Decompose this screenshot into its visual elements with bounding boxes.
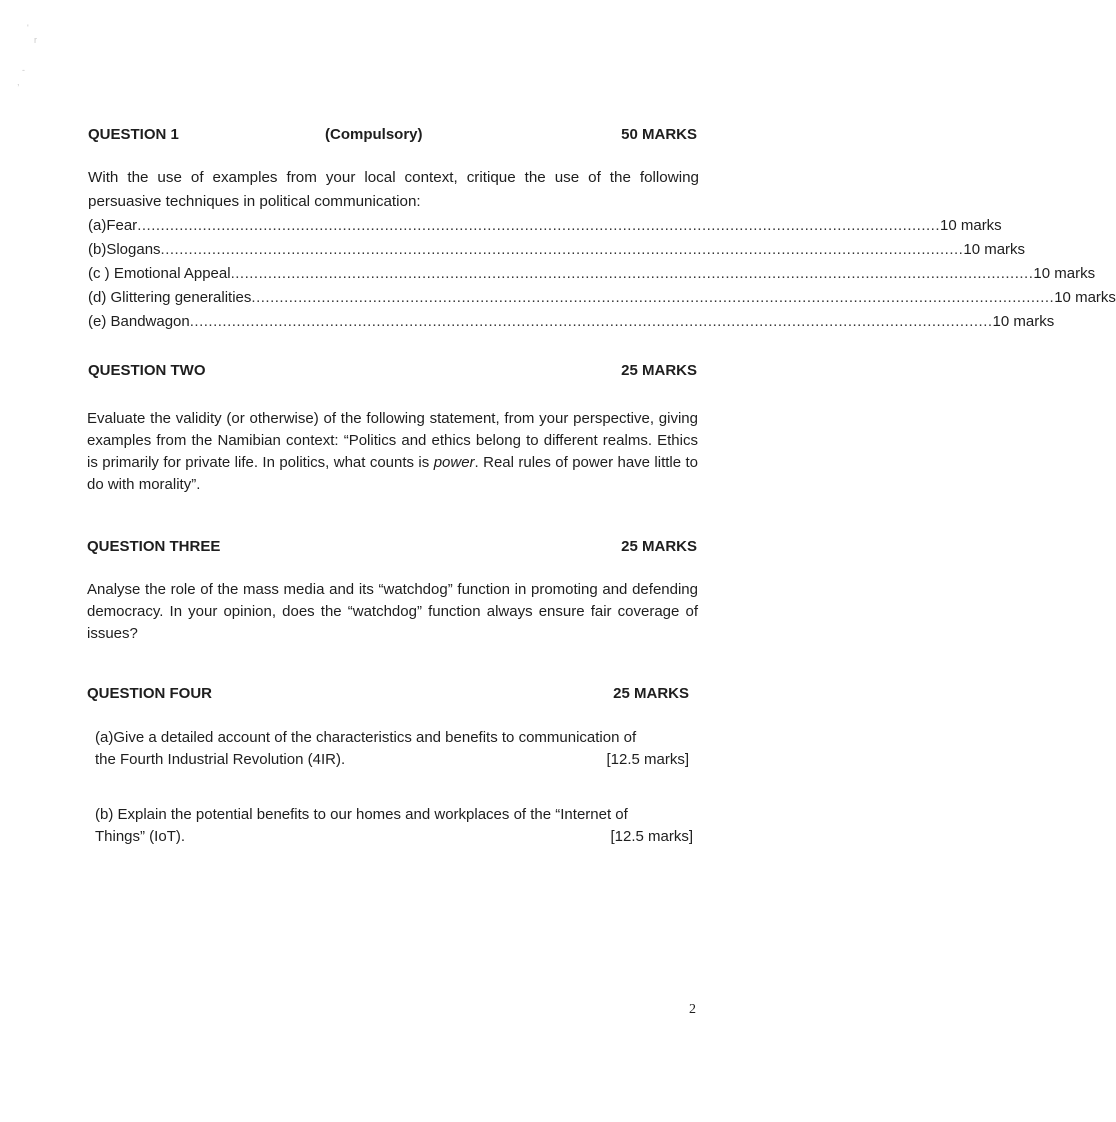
question-2-emphasis: power: [433, 454, 475, 471]
leader-dots: ............................................................................................................................................................................: [160, 241, 964, 258]
question-2-marks: 25 MARKS: [621, 362, 697, 379]
item-marks: 10 marks: [963, 241, 1026, 258]
part-a-marks: [12.5 marks]: [606, 751, 689, 768]
question-1-item: [88, 214, 1002, 238]
item-label: (b)Slogans: [88, 241, 161, 258]
question-3-title: QUESTION THREE: [87, 538, 221, 555]
item-label: (e) Bandwagon: [88, 313, 190, 330]
question-1-prompt: With the use of examples from your local context, critique the use of the following persuasive techniques in political communication:: [88, 169, 699, 210]
question-3-marks: 25 MARKS: [621, 538, 697, 555]
item-marks: 10 marks: [940, 217, 1002, 234]
part-a-line-1: (a)Give a detailed account of the characteristics and benefits to communication of: [95, 729, 637, 746]
leader-dots: ............................................................................................................................................................................: [251, 289, 1055, 306]
question-2-heading-row: [88, 362, 697, 384]
part-b-line-2-row: [95, 826, 693, 848]
question-1-item: [88, 238, 1026, 262]
question-4-part-a: [95, 727, 689, 771]
item-label: (d) Glittering generalities: [88, 289, 252, 306]
part-b-line-1: (b) Explain the potential benefits to our homes and workplaces of the “Internet of: [95, 806, 628, 823]
question-4-marks: 25 MARKS: [613, 685, 689, 702]
item-marks: 10 marks: [1033, 265, 1096, 282]
scan-mark: -: [22, 65, 25, 75]
question-2-text: [87, 408, 698, 496]
part-a-line-2: the Fourth Industrial Revolution (4IR).: [95, 751, 346, 768]
item-label: (a)Fear: [88, 217, 138, 234]
question-4-title: QUESTION FOUR: [87, 685, 213, 702]
part-b-marks: [12.5 marks]: [610, 828, 693, 845]
question-1-compulsory-label: (Compulsory): [325, 126, 423, 143]
question-3-text: Analyse the role of the mass media and its “watchdog” function in promoting and defending democracy. In your opinion, does the “watchdog” function always ensure fair coverage of issues?: [87, 581, 698, 642]
item-label: (c ) Emotional Appeal: [88, 265, 231, 282]
question-1-item: [88, 310, 1055, 334]
part-a-line-2-row: [95, 749, 689, 771]
question-1-item: [88, 286, 1116, 310]
question-1-item: [88, 262, 1096, 286]
part-b-line-2: Things” (IoT).: [95, 828, 186, 845]
question-1-heading-row: [88, 126, 697, 148]
question-2-text-end: . Real rules of power have little to do with morality”.: [87, 454, 698, 493]
leader-dots: ............................................................................................................................................................................: [137, 217, 940, 234]
question-4-heading-row: [87, 685, 689, 707]
question-1-title: QUESTION 1: [88, 126, 179, 143]
leader-dots: ............................................................................................................................................................................: [189, 313, 993, 330]
page-number: 2: [689, 1002, 696, 1017]
leader-dots: ............................................................................................................................................................................: [230, 265, 1034, 282]
question-2-text-start: Evaluate the validity (or otherwise) of the following statement, from your perspective, giving examples from the Namibian context: “Politics and ethics belong to different realms. Ethics is primarily for private life. In politics, what counts is: [87, 410, 698, 471]
item-marks: 10 marks: [1054, 289, 1116, 306]
question-1-marks: 50 MARKS: [621, 126, 697, 143]
scan-mark: r: [34, 35, 37, 45]
item-marks: 10 marks: [992, 313, 1055, 330]
question-4-part-b: [95, 804, 693, 848]
question-3-heading-row: [87, 538, 697, 560]
question-2-title: QUESTION TWO: [88, 362, 206, 379]
scan-mark: ,: [17, 77, 20, 87]
scan-mark: ': [27, 23, 29, 33]
